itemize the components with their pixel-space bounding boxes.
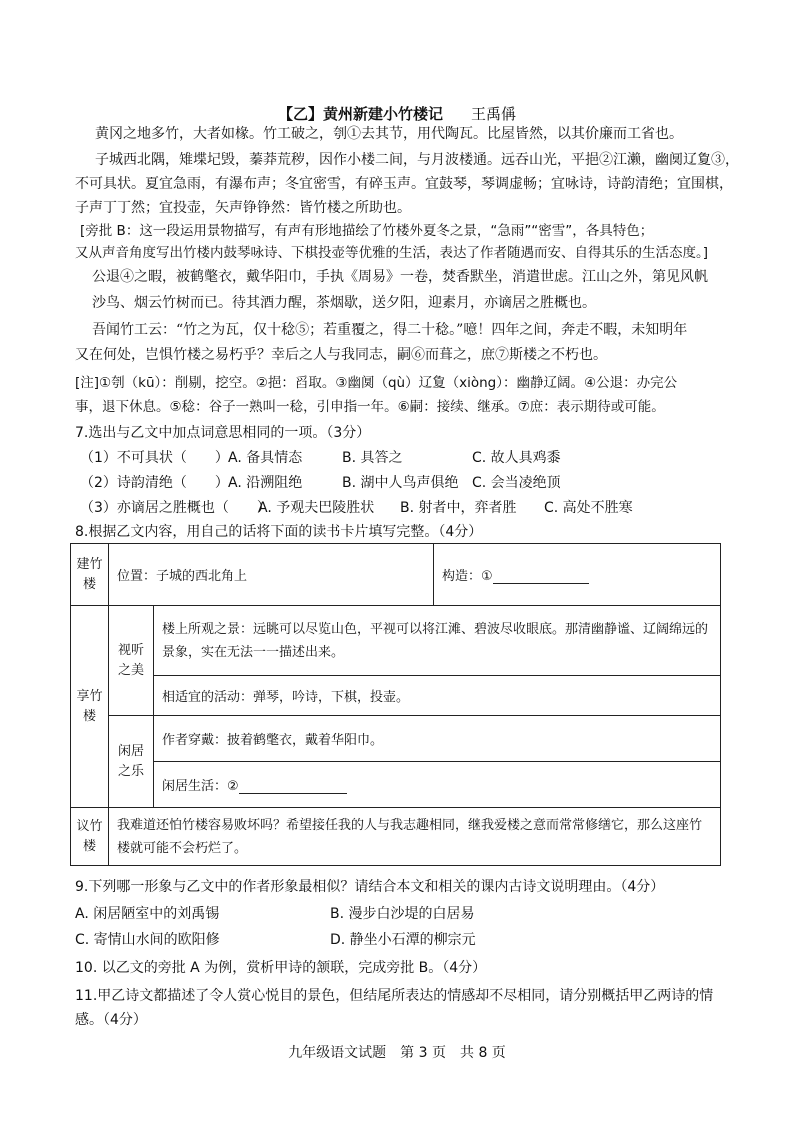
question-7-row-3 (80, 498, 633, 518)
passage-paragraph-2-line-3: 子声丁丁然；宜投壶，矢声铮铮然：皆竹楼之所助也。 (75, 200, 411, 216)
option-b[interactable]: B. 射者中，弈者胜 (400, 500, 517, 516)
title-text: 【乙】黄州新建小竹楼记 (277, 105, 443, 123)
target-phrase: 亦谪居之胜概也（ ） (116, 500, 271, 516)
reading-card-table (70, 543, 721, 866)
structure-answer-blank[interactable] (493, 567, 589, 584)
question-11-stem-line-1: 11.甲乙诗文都描述了令人赏心悦目的景色，但结尾所表达的情感却不尽相同，请分别概括甲乙两诗的情 (75, 988, 714, 1004)
build-tower-heading: 建竹楼 (71, 544, 109, 606)
sight-view-cell: 楼上所观之景：远眺可以尽览山色，平视可以将江滩、碧波尽收眼底。那清幽静谧、辽阔绵远的景象，实在无法一一描述出来。 (154, 606, 721, 676)
passage-paragraph-2-line-2: 不可具状。夏宜急雨，有瀑布声；冬宜密雪，有碎玉声。宜鼓琴，琴调虚畅；宜咏诗，诗韵清绝；宜围棋， (75, 176, 733, 192)
author-name: 王禹偁 (471, 105, 517, 123)
question-9-option-a[interactable]: A. 闲居陋室中的刘禹锡 (75, 906, 220, 922)
target-phrase: 诗韵清绝（ ） (116, 475, 229, 491)
target-phrase: 不可具状（ ） (116, 450, 229, 466)
option-b[interactable]: B. 湖中人鸟声俱绝 (342, 475, 459, 491)
discuss-tower-heading: 议竹楼 (71, 808, 109, 866)
question-9-stem: 9.下列哪一形象与乙文中的作者形象最相似？请结合本文和相关的课内古诗文说明理由。（4分） (75, 879, 665, 895)
option-c[interactable]: C. 故人具鸡黍 (472, 450, 561, 466)
passage-paragraph-2-line-1: 子城西北隅，雉堞圮毁，蓁莽荒秽，因作小楼二间，与月波楼通。远吞山光，平挹②江濑，幽阒辽夐③， (95, 152, 739, 168)
leisure-joy-heading: 闲居之乐 (109, 716, 154, 808)
question-7-row-1 (80, 448, 561, 468)
question-7-row-2 (80, 473, 561, 493)
option-c[interactable]: C. 会当凌绝顶 (472, 475, 561, 491)
option-c[interactable]: C. 高处不胜寒 (544, 500, 633, 516)
question-9-option-b[interactable]: B. 漫步白沙堤的白居易 (330, 906, 475, 922)
option-b[interactable]: B. 具答之 (342, 450, 403, 466)
page-footer: 九年级语文试题 第 3 页 共 8 页 (288, 1045, 506, 1061)
passage-paragraph-4-line-1: 吾闻竹工云：“竹之为瓦，仅十稔⑤；若重覆之，得二十稔。”噫！四年之间，奔走不暇，未知明年 (92, 322, 688, 338)
build-structure-cell (434, 544, 721, 606)
enjoy-tower-heading: 享竹楼 (71, 606, 109, 808)
passage-title (0, 104, 794, 124)
question-10-stem: 10. 以乙文的旁批 A 为例，赏析甲诗的颔联，完成旁批 B。（4分） (75, 960, 487, 976)
question-8-stem: 8.根据乙文内容，用自己的话将下面的读书卡片填写完整。（4分） (75, 524, 483, 540)
row-number: （2） (80, 475, 117, 491)
annotation-line-1: [注]①刳（kū）：削剔，挖空。②挹：舀取。③幽阒（qù）辽夐（xiòng）：幽静辽阔。④公退：办完公 (75, 375, 678, 391)
sight-sound-heading: 视听之美 (109, 606, 154, 716)
build-position-cell: 位置：子城的西北角上 (109, 544, 434, 606)
annotation-line-2: 事，退下休息。⑤稔：谷子一熟叫一稔，引申指一年。⑥嗣：接续、继承。⑦庶：表示期待或可能。 (75, 399, 665, 415)
question-7-stem: 7.选出与乙文中加点词意思相同的一项。（3分） (75, 425, 371, 441)
passage-paragraph-4-line-2: 又在何处，岂惧竹楼之易朽乎？幸后之人与我同志，嗣⑥而葺之，庶⑦斯楼之不朽也。 (75, 347, 607, 363)
passage-paragraph-3-line-2: 沙鸟、烟云竹树而已。待其酒力醒，茶烟歇，送夕阳，迎素月，亦谪居之胜概也。 (92, 295, 596, 311)
structure-label: 构造：① (442, 569, 493, 584)
question-11-stem-line-2: 感。（4分） (75, 1012, 147, 1028)
leisure-dress-cell: 作者穿戴：披着鹤氅衣，戴着华阳巾。 (154, 716, 721, 762)
side-note-b-line-2: 又从声音角度写出竹楼内鼓琴咏诗、下棋投壶等优雅的生活，表达了作者随遇而安、自得其乐的生活态度。] (75, 245, 709, 261)
question-9-option-d[interactable]: D. 静坐小石潭的柳宗元 (330, 932, 476, 948)
leisure-life-answer-blank[interactable] (239, 777, 347, 794)
sight-activity-cell: 相适宜的活动：弹琴，吟诗，下棋，投壶。 (154, 676, 721, 716)
passage-paragraph-1: 黄冈之地多竹，大者如椽。竹工破之，刳①去其节，用代陶瓦。比屋皆然，以其价廉而工省也。 (95, 126, 683, 142)
row-number: （1） (80, 450, 117, 466)
option-a[interactable]: A. 予观夫巴陵胜状 (258, 500, 375, 516)
side-note-b-line-1: [旁批 B：这一段运用景物描写，有声有形地描绘了竹楼外夏冬之景，“急雨”“密雪”，各具特色； (80, 223, 654, 239)
row-number: （3） (80, 500, 117, 516)
discuss-tower-cell: 我难道还怕竹楼容易败坏吗？希望接任我的人与我志趣相同，继我爱楼之意而常常修缮它，那么这座竹楼就可能不会朽烂了。 (109, 808, 721, 866)
question-9-option-c[interactable]: C. 寄情山水间的欧阳修 (75, 932, 220, 948)
passage-paragraph-3-line-1: 公退④之暇，被鹤氅衣，戴华阳巾，手执《周易》一卷，焚香默坐，消遣世虑。江山之外，第见风帆 (92, 269, 708, 285)
leisure-life-cell (154, 762, 721, 808)
leisure-life-label: 闲居生活：② (162, 779, 239, 794)
option-a[interactable]: A. 备具情态 (228, 450, 303, 466)
option-a[interactable]: A. 沿溯阻绝 (228, 475, 303, 491)
